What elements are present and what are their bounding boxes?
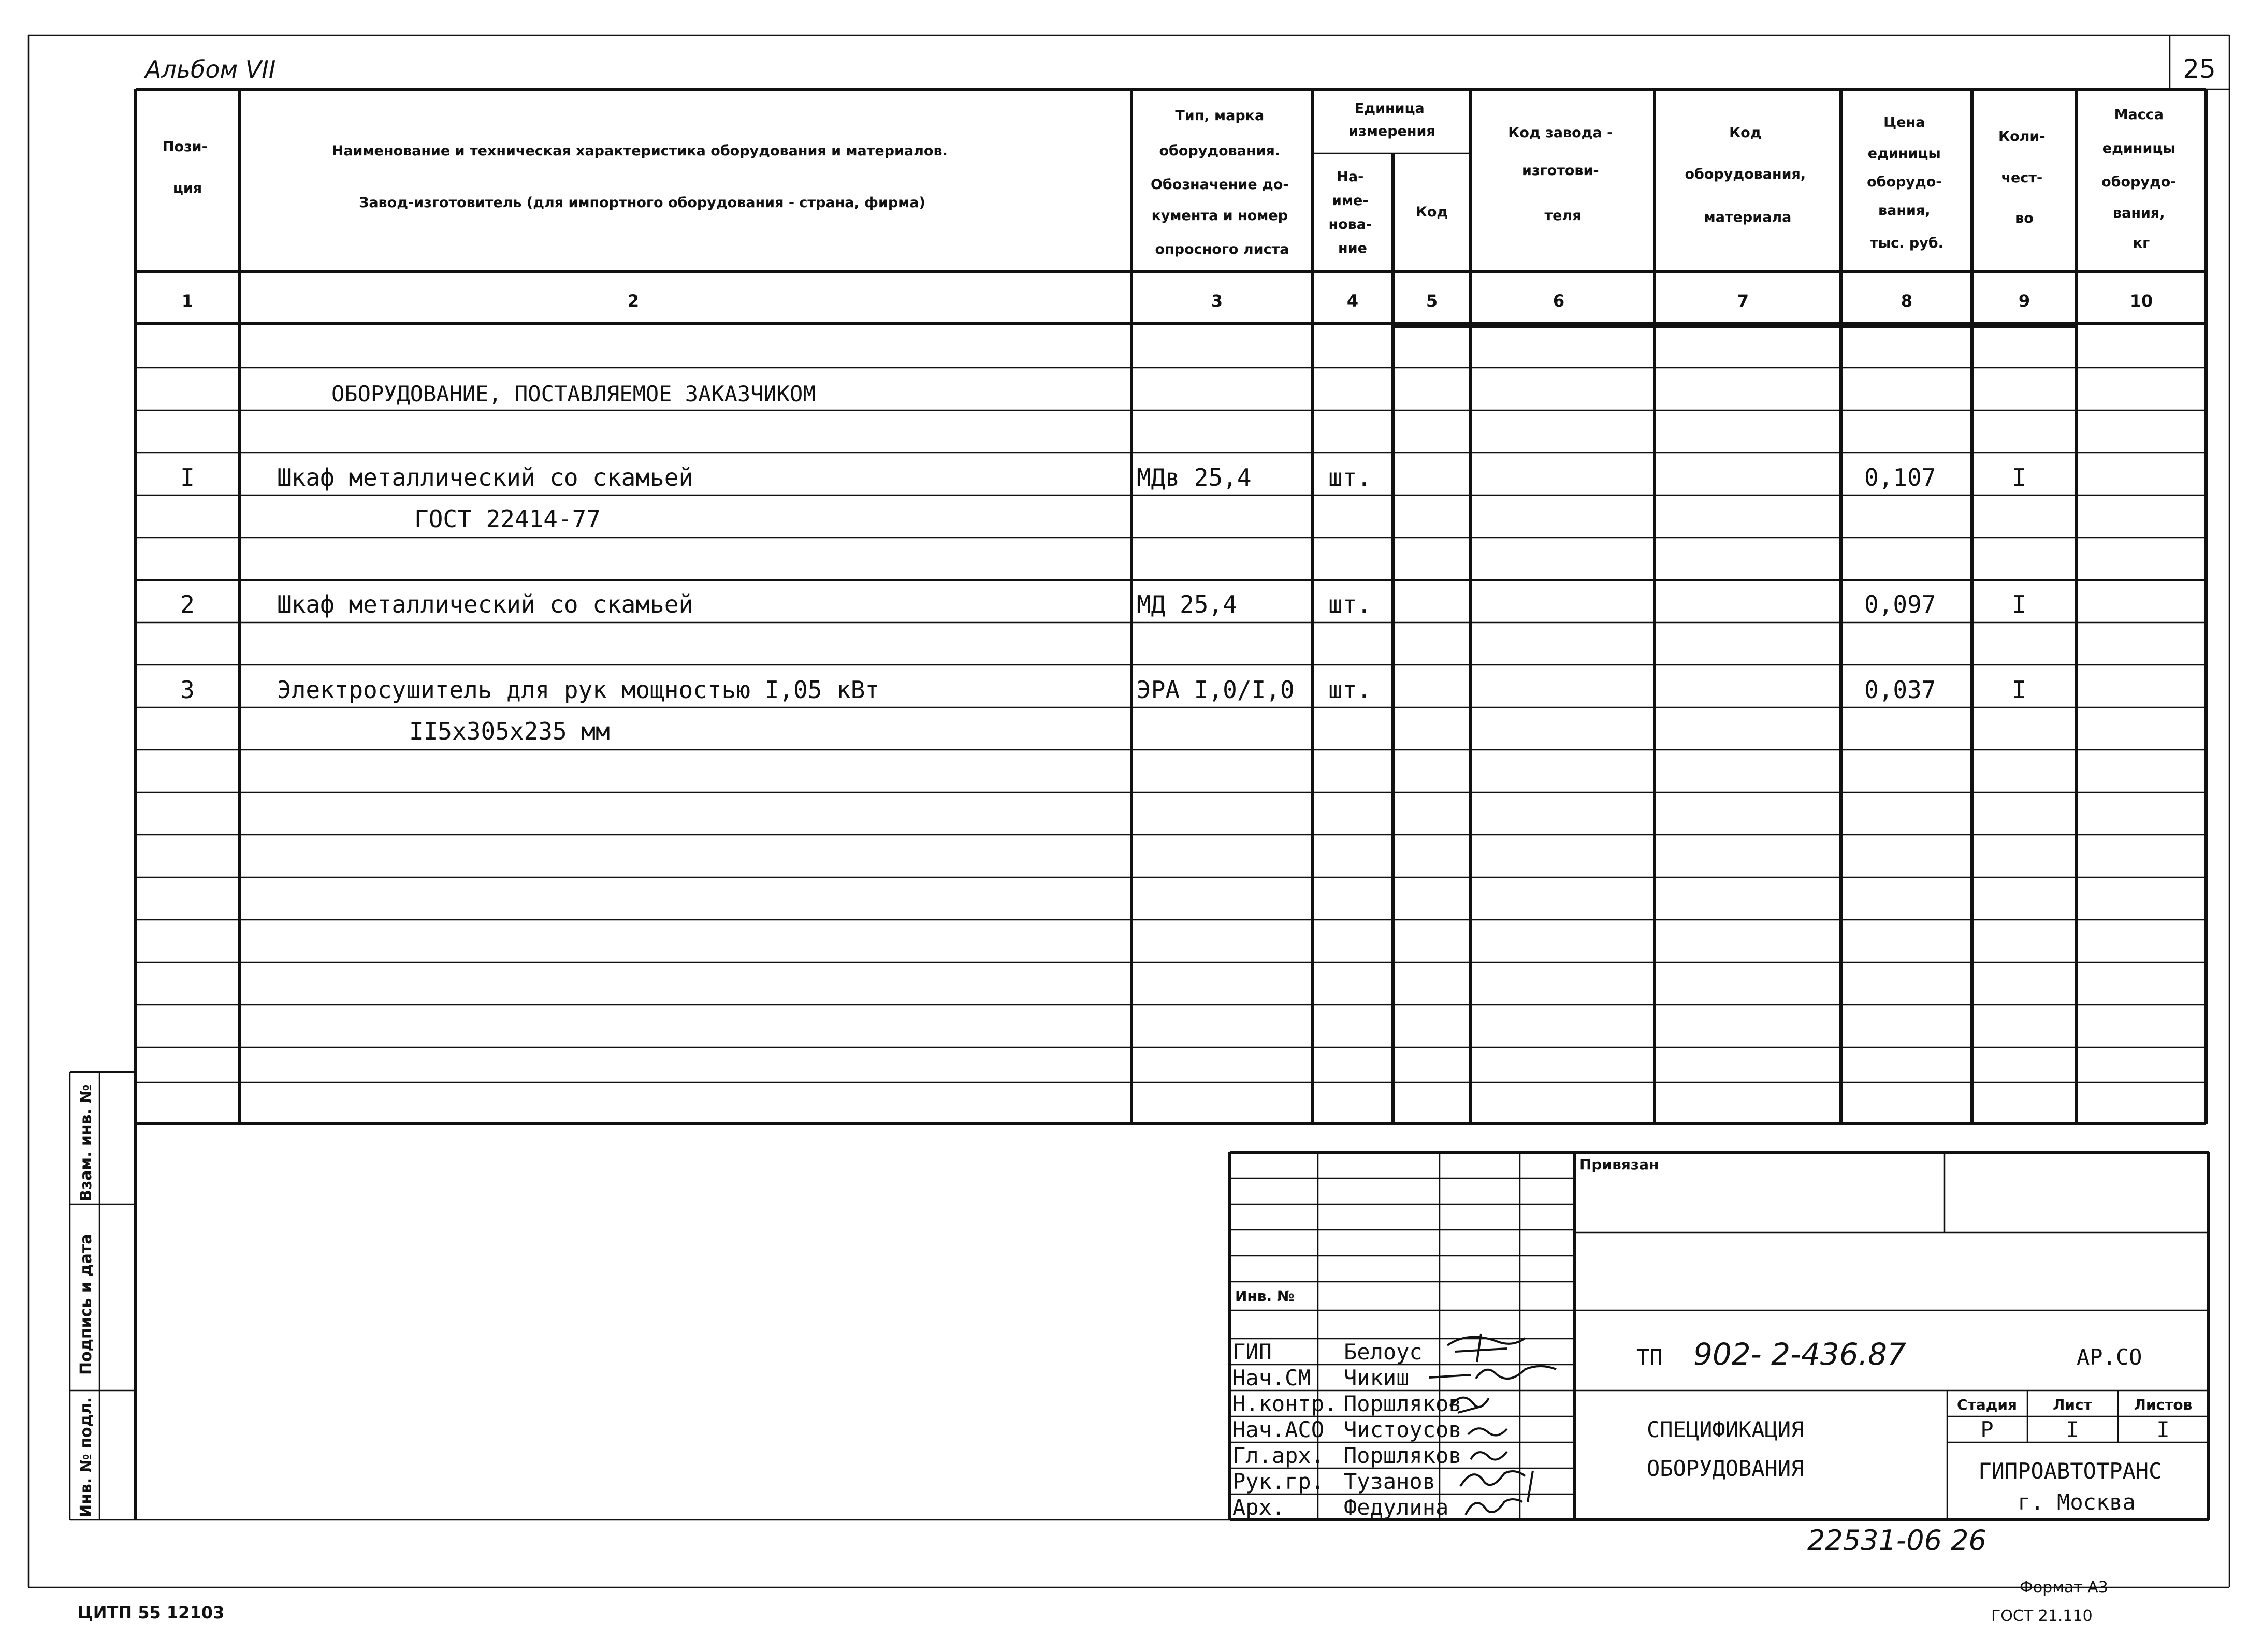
item-name: Шкаф металлический со скамьей [277, 590, 693, 618]
column-number: 9 [2018, 291, 2030, 311]
inv-number-label: Инв. № [1235, 1287, 1295, 1305]
item-price: 0,097 [1864, 590, 1936, 618]
item-position: 3 [180, 676, 195, 704]
column-number: 7 [1737, 291, 1749, 311]
staff-role: Нач.АСО [1232, 1417, 1325, 1442]
doc-number: 22531-06 26 [1807, 1524, 1986, 1557]
item-subline: II5x305x235 мм [409, 717, 610, 745]
staff-name: Поршляков [1344, 1391, 1462, 1416]
staff-role: Нач.СМ [1232, 1365, 1311, 1390]
column-number: 2 [627, 291, 640, 311]
staff-role: Рук.гр. [1232, 1469, 1325, 1494]
item-position: I [180, 463, 195, 491]
header-col5: Код [1415, 204, 1448, 220]
album-label: Альбом VII [145, 55, 276, 83]
sheets-value: I [2156, 1417, 2170, 1442]
sheet-value: I [2066, 1417, 2079, 1442]
column-number: 3 [1211, 291, 1223, 311]
designation-prefix: ТП [1636, 1344, 1663, 1370]
sheet-label: Лист [2053, 1396, 2092, 1413]
header-col4: На- име- нова- ние [1328, 169, 1372, 256]
item-subline: ГОСТ 22414-77 [414, 505, 601, 533]
header-col8: Цена единицы оборудо- вания, тыс. руб. [1867, 114, 1943, 251]
table-row [180, 463, 2026, 533]
gost-label: ГОСТ 21.110 [1991, 1607, 2093, 1625]
item-name: Электросушитель для рук мощностью I,05 кВт [277, 676, 880, 704]
column-number: 8 [1901, 291, 1913, 311]
header-col9: Коли- чест- во [1998, 128, 2046, 226]
table-header [163, 100, 2181, 257]
item-price: 0,107 [1864, 463, 1936, 491]
header-col2: Наименование и техническая характеристика оборудования и материалов. Завод-изготовитель (для импортного оборудования - страна, фирма) [331, 143, 948, 211]
side-label-signature-date: Подпись и дата [77, 1234, 95, 1375]
item-unit: шт. [1328, 676, 1372, 704]
staff-role: Н.контр. [1232, 1391, 1338, 1416]
printer-label: ЦИТП 55 12103 [78, 1603, 225, 1622]
staff-role: Арх. [1232, 1495, 1285, 1520]
item-unit: шт. [1328, 463, 1372, 491]
staff-name: Тузанов [1344, 1469, 1436, 1494]
table-row [180, 676, 2026, 745]
staff-name: Чикиш [1344, 1365, 1410, 1390]
section-title: ОБОРУДОВАНИЕ, ПОСТАВЛЯЕМОЕ ЗАКАЗЧИКОМ [331, 381, 816, 407]
staff-name: Чистоусов [1344, 1417, 1462, 1442]
item-type: МДв 25,4 [1137, 463, 1252, 491]
staff-name: Федулина [1344, 1495, 1449, 1520]
side-label-replacement-inv: Взам. инв. № [77, 1084, 95, 1201]
item-quantity: I [2012, 590, 2026, 618]
header-unit-group: Единица измерения [1348, 100, 1435, 139]
column-number: 10 [2129, 291, 2153, 311]
item-type: ЭРА I,0/I,0 [1137, 676, 1295, 704]
page-number: 25 [2183, 54, 2216, 84]
table-row [180, 590, 2026, 618]
header-col1: Пози- ция [162, 139, 208, 196]
item-position: 2 [180, 590, 195, 618]
staff-role: ГИП [1232, 1339, 1272, 1365]
item-unit: шт. [1328, 590, 1372, 618]
stage-label: Стадия [1957, 1396, 2017, 1413]
header-col10: Масса единицы оборудо- вания, кг [2101, 107, 2177, 251]
item-quantity: I [2012, 463, 2026, 491]
header-col3: Тип, марка оборудования. Обозначение до- кумента и номер опросного листа [1150, 108, 1289, 257]
stage-value: Р [1980, 1417, 1994, 1442]
designation-number: 902- 2-436.87 [1693, 1337, 1906, 1372]
spec-table-grid [136, 89, 2206, 1520]
header-col7: Код оборудования, материала [1685, 125, 1806, 225]
privyazan-label: Привязан [1579, 1156, 1659, 1173]
staff-name: Поршляков [1344, 1443, 1462, 1468]
column-number: 6 [1553, 291, 1565, 311]
sheets-label: Листов [2134, 1396, 2193, 1413]
staff-list [1232, 1339, 1462, 1520]
staff-name: Белоус [1344, 1339, 1423, 1365]
header-col6: Код завода - изготови- теля [1508, 125, 1613, 224]
column-numbers [182, 291, 2153, 311]
item-type: МД 25,4 [1137, 590, 1237, 618]
item-name: Шкаф металлический со скамьей [277, 463, 693, 491]
designation-suffix: АР.СО [2077, 1344, 2142, 1370]
column-number: 4 [1346, 291, 1359, 311]
column-number: 5 [1426, 291, 1438, 311]
format-label: Формат А3 [2020, 1578, 2108, 1597]
organization-name: ГИПРОАВТОТРАНС г. Москва [1978, 1458, 2162, 1515]
side-label-original-inv: Инв. № подл. [77, 1397, 95, 1517]
item-price: 0,037 [1864, 676, 1936, 704]
document-title: СПЕЦИФИКАЦИЯ ОБОРУДОВАНИЯ [1647, 1417, 1804, 1481]
item-quantity: I [2012, 676, 2026, 704]
staff-role: Гл.арх. [1232, 1443, 1325, 1468]
column-number: 1 [181, 291, 194, 311]
